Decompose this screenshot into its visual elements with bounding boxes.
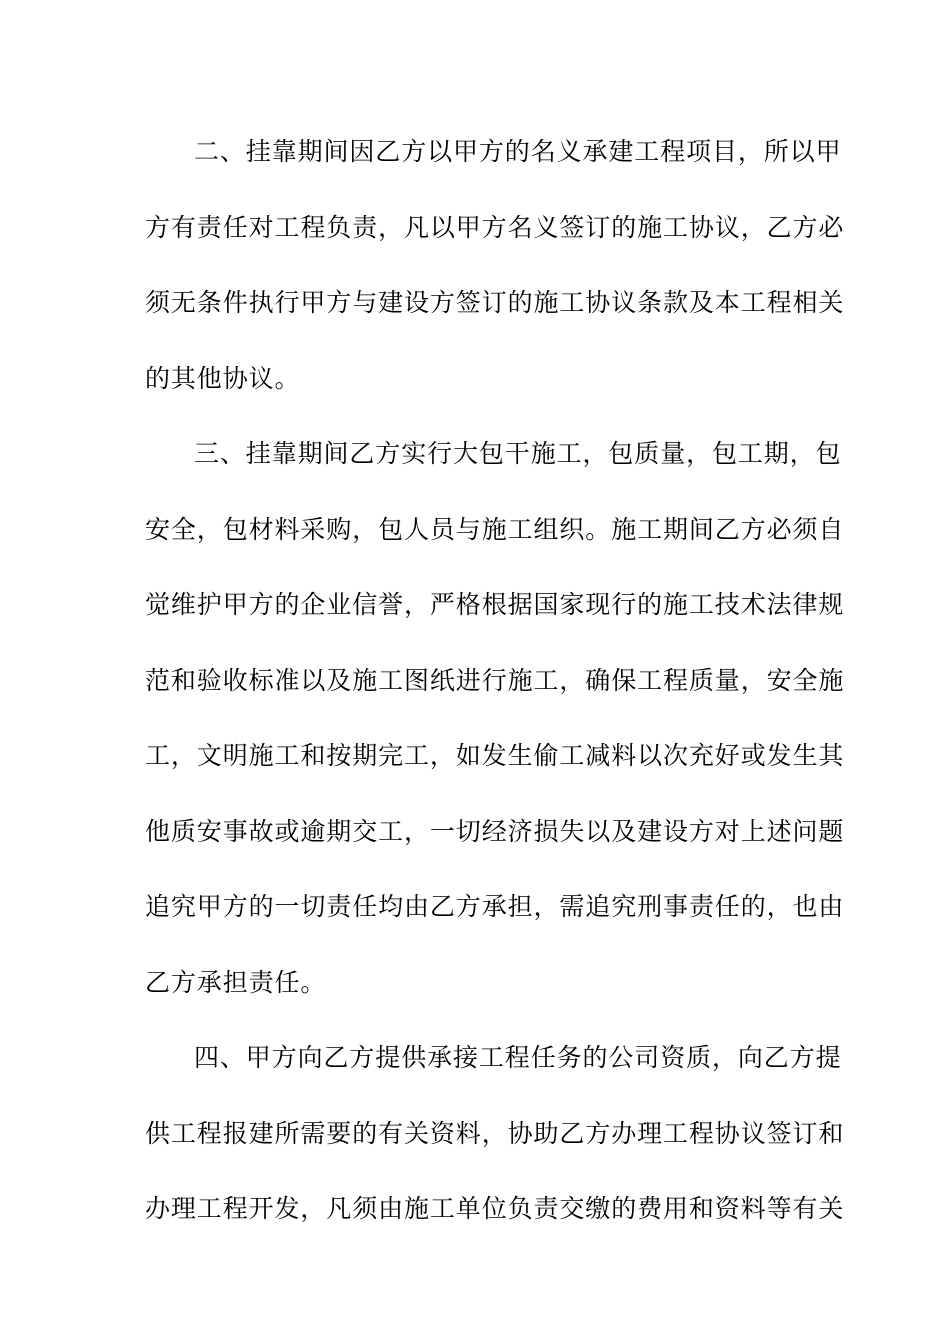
paragraph-line: 追究甲方的一切责任均由乙方承担，需追究刑事责任的，也由	[145, 892, 845, 921]
paragraph-line: 的其他协议。	[145, 363, 301, 393]
paragraph-line: 他质安事故或逾期交工，一切经济损失以及建设方对上述问题	[145, 816, 845, 846]
paragraph-line: 三、挂靠期间乙方实行大包干施工，包质量，包工期，包	[194, 439, 842, 468]
paragraph-line: 安全，包材料采购，包人员与施工组织。施工期间乙方必须自	[145, 514, 845, 544]
paragraph-line: 二、挂靠期间因乙方以甲方的名义承建工程项目，所以甲	[194, 137, 842, 166]
paragraph-line: 须无条件执行甲方与建设方签订的施工协议条款及本工程相关	[145, 288, 845, 317]
paragraph-3	[145, 429, 845, 1033]
paragraph-line: 方有责任对工程负责，凡以甲方名义签订的施工协议，乙方必	[145, 212, 845, 242]
paragraph-line: 乙方承担责任。	[145, 967, 327, 997]
paragraph-line: 办理工程开发，凡须由施工单位负责交缴的费用和资料等有关	[145, 1194, 845, 1223]
document-body	[145, 127, 845, 1260]
paragraph-2	[145, 127, 845, 429]
paragraph-4	[145, 1033, 845, 1260]
paragraph-line: 觉维护甲方的企业信誉，严格根据国家现行的施工技术法律规	[145, 590, 845, 619]
paragraph-line: 供工程报建所需要的有关资料，协助乙方办理工程协议签订和	[145, 1118, 845, 1148]
paragraph-line: 范和验收标准以及施工图纸进行施工，确保工程质量，安全施	[145, 665, 845, 695]
paragraph-line: 工，文明施工和按期完工，如发生偷工减料以次充好或发生其	[145, 741, 845, 770]
paragraph-line: 四、甲方向乙方提供承接工程任务的公司资质，向乙方提	[194, 1043, 842, 1072]
